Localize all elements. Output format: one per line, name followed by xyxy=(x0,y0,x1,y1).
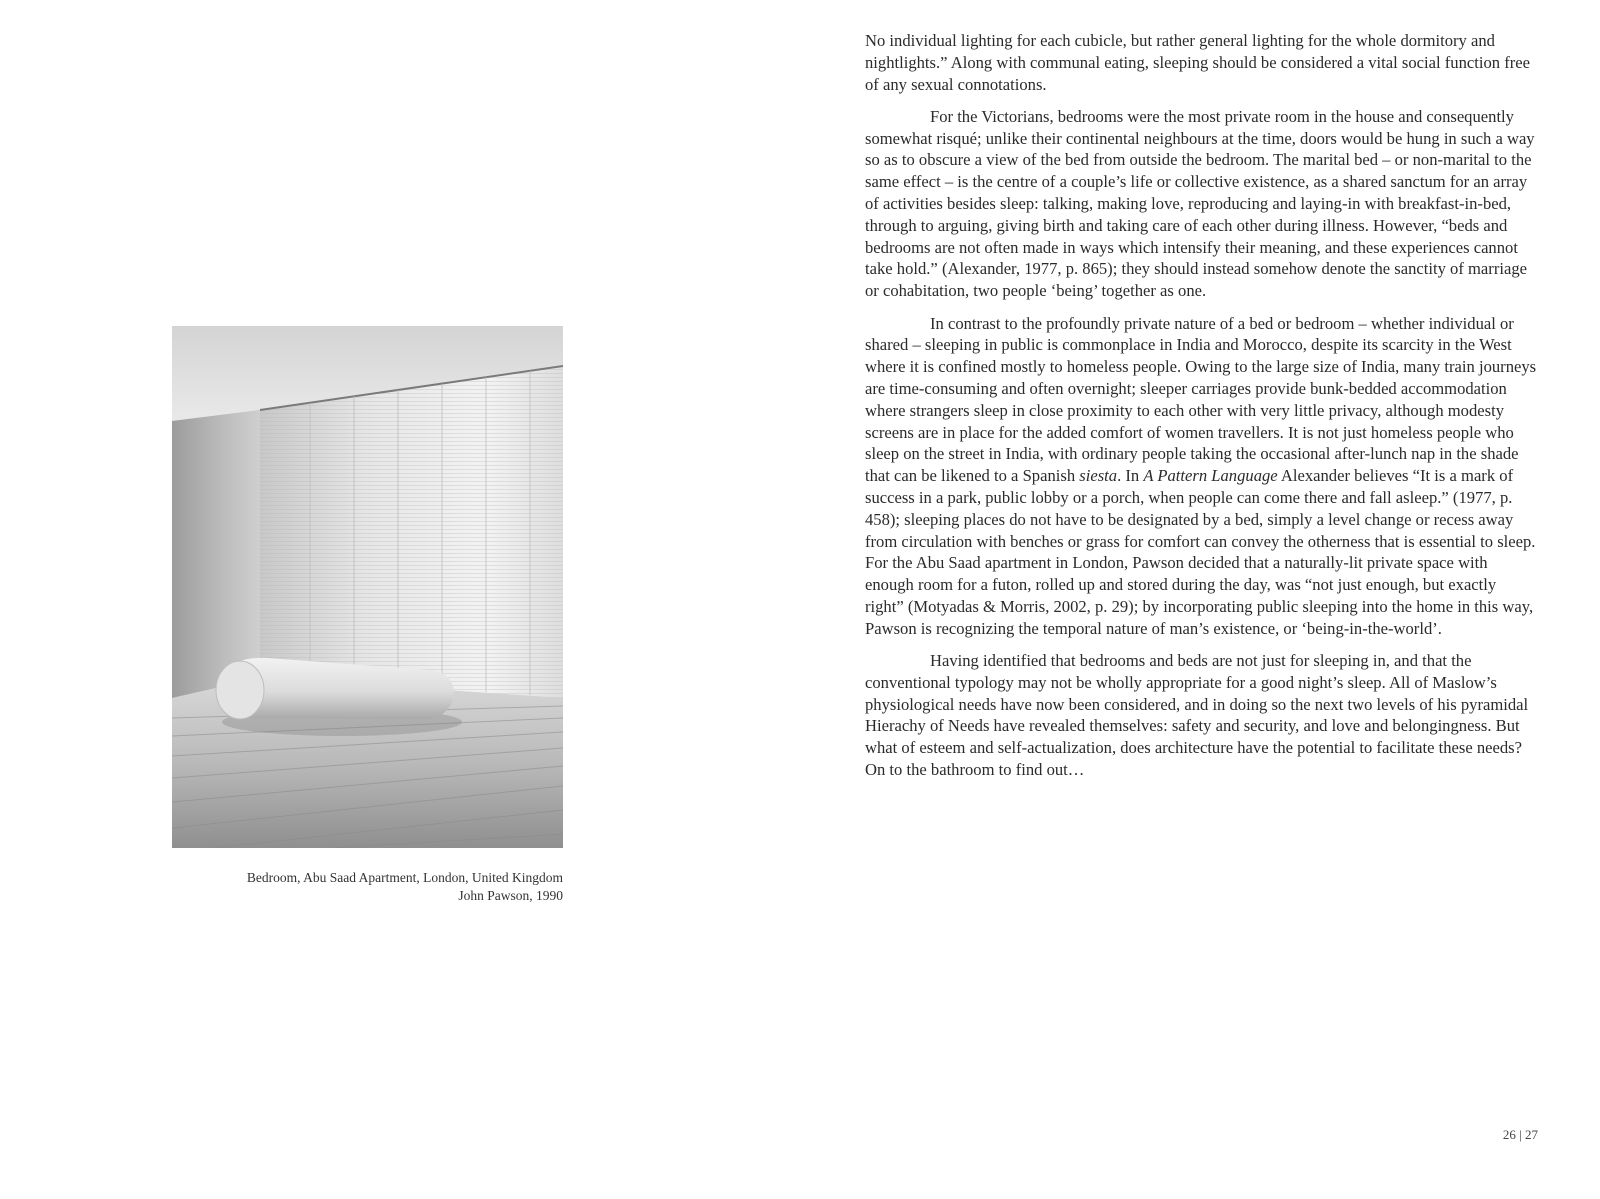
page-numbers: 26 | 27 xyxy=(1502,1127,1538,1142)
paragraph-3-part-2: . In xyxy=(1117,466,1144,486)
body-text xyxy=(865,30,1537,791)
paragraph-3-part-3: Alexander believes “It is a mark of success in a park, public lobby or a porch, when people can come there and fall asleep.” (1977, p. 458); sleeping places do not have to be designated by a bed, simply a level change or recess away from circulation with benches or grass for comfort can convey the otherness that is essential to sleep. For the Abu Saad apartment in London, Pawson decided that a naturally-lit private space with enough room for a futon, rolled up and stored during the day, was “not just enough, but exactly right” (Motyadas & Morris, 2002, p. 29); by incorporating public sleeping into the home in this way, Pawson is recognizing the temporal nature of man’s existence, or ‘being-in-the-world’. xyxy=(865,466,1536,638)
caption-credit: John Pawson, 1990 xyxy=(458,887,563,903)
paragraph-3 xyxy=(865,313,1537,640)
paragraph-1: No individual lighting for each cubicle, but rather general lighting for the whole dormitory and nightlights.” Along with communal eating, sleeping should be considered a vital social function free of any sexual connotations. xyxy=(865,31,1530,94)
paragraph-3-part-1: In contrast to the profoundly private nature of a bed or bedroom – whether individual or shared – sleeping in public is commonplace in India and Morocco, despite its scarcity in the West where it is confined mostly to homeless people. Owing to the large size of India, many train journeys are time-consuming and often overnight; sleeper carriages provide bunk-bedded accommodation where strangers sleep in close proximity to each other with very little privacy, although modesty screens are in place for the added comfort of women travellers. It is not just homeless people who sleep on the street in India, with ordinary people taking the occasional after-lunch nap in the shade that can be likened to a Spanish xyxy=(865,313,1537,486)
figure-caption xyxy=(172,869,563,904)
paragraph-4: Having identified that bedrooms and beds are not just for sleeping in, and that the conventional typology may not be wholly appropriate for a good night’s sleep. All of Maslow’s physiological needs have now been considered, and in doing so the next two levels of his pyramidal Hierachy of Needs have revealed themselves: safety and security, and love and belongingness. But what of esteem and self-actualization, does architecture have the potential to facilitate these needs? On to the bathroom to find out… xyxy=(865,651,1529,779)
paragraph-2: For the Victorians, bedrooms were the most private room in the house and consequently somewhat risqué; unlike their continental neighbours at the time, doors would be hung in such a way so as to obscure a view of the bed from outside the bedroom. The marital bed – or non-marital to the same effect – is the centre of a couple’s life or collective existence, as a shared sanctum for an array of activities besides sleep: talking, making love, reproducing and laying-in with breakfast-in-bed, through to arguing, giving birth and taking care of each other during illness. However, “beds and bedrooms are not often made in ways which intensify their meaning, and these experiences cannot take hold.” (Alexander, 1977, p. 865); they should instead somehow denote the sanctity of marriage or cohabitation, two people ‘being’ together as one. xyxy=(865,106,1535,301)
caption-title: Bedroom, Abu Saad Apartment, London, United Kingdom xyxy=(246,870,563,885)
bedroom-photo-image xyxy=(172,326,563,848)
italic-siesta: siesta xyxy=(1079,466,1118,486)
book-title-a-pattern-language: A Pattern Language xyxy=(1143,466,1278,486)
bedroom-photograph xyxy=(172,326,563,848)
